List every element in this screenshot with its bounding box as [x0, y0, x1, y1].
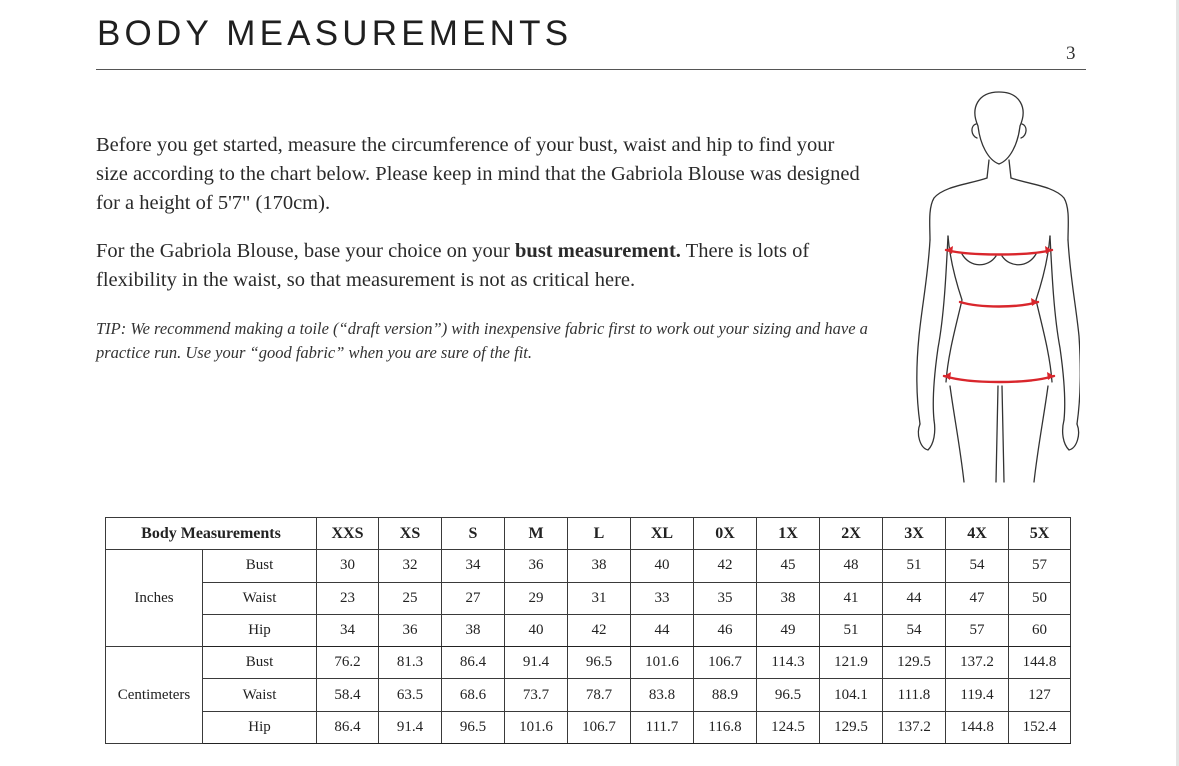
measurement-value: 137.2 [883, 711, 946, 743]
measurement-value: 144.8 [946, 711, 1009, 743]
measurement-row [106, 711, 1071, 743]
measurement-value: 44 [631, 614, 694, 646]
measurement-value: 47 [946, 582, 1009, 614]
measurement-value: 86.4 [317, 711, 379, 743]
measurement-label: Hip [203, 711, 317, 743]
measurement-value: 42 [694, 550, 757, 582]
measurement-value: 58.4 [317, 679, 379, 711]
measurement-value: 42 [568, 614, 631, 646]
size-header: 4X [946, 518, 1009, 550]
measurement-value: 44 [883, 582, 946, 614]
size-header: S [442, 518, 505, 550]
size-chart-table [105, 517, 1071, 744]
measurement-value: 34 [442, 550, 505, 582]
size-header: M [505, 518, 568, 550]
measurement-value: 73.7 [505, 679, 568, 711]
measurement-value: 38 [442, 614, 505, 646]
measurement-value: 101.6 [631, 647, 694, 679]
measurement-value: 144.8 [1009, 647, 1071, 679]
size-header-row [106, 518, 1071, 550]
measurement-value: 101.6 [505, 711, 568, 743]
measurement-value: 106.7 [694, 647, 757, 679]
measurement-value: 35 [694, 582, 757, 614]
measurement-value: 49 [757, 614, 820, 646]
size-header: 5X [1009, 518, 1071, 550]
measurement-row [106, 647, 1071, 679]
measurement-value: 48 [820, 550, 883, 582]
measurement-value: 34 [317, 614, 379, 646]
measurement-value: 57 [946, 614, 1009, 646]
measurement-value: 25 [379, 582, 442, 614]
measurement-value: 33 [631, 582, 694, 614]
measurement-value: 51 [883, 550, 946, 582]
measurement-value: 23 [317, 582, 379, 614]
measurement-value: 31 [568, 582, 631, 614]
page-number: 3 [1066, 43, 1076, 64]
measurement-value: 111.7 [631, 711, 694, 743]
measurement-value: 27 [442, 582, 505, 614]
measurement-value: 46 [694, 614, 757, 646]
size-header: L [568, 518, 631, 550]
measurement-label: Hip [203, 614, 317, 646]
measurement-value: 40 [505, 614, 568, 646]
measurement-row [106, 582, 1071, 614]
measurement-value: 60 [1009, 614, 1071, 646]
measurement-value: 54 [883, 614, 946, 646]
measurement-value: 129.5 [820, 711, 883, 743]
measurement-value: 63.5 [379, 679, 442, 711]
measurement-value: 111.8 [883, 679, 946, 711]
measurement-value: 96.5 [568, 647, 631, 679]
measurement-value: 86.4 [442, 647, 505, 679]
measurement-value: 41 [820, 582, 883, 614]
measurement-value: 104.1 [820, 679, 883, 711]
measurement-value: 116.8 [694, 711, 757, 743]
measurement-value: 36 [379, 614, 442, 646]
measurement-value: 68.6 [442, 679, 505, 711]
bust-guidance-text-end: There is lots of flexibility in the waist, so that measurement is not as critical here. [96, 240, 810, 291]
size-header: 2X [820, 518, 883, 550]
size-header: XXS [317, 518, 379, 550]
measurement-value: 119.4 [946, 679, 1009, 711]
size-header: XL [631, 518, 694, 550]
measurement-value: 96.5 [757, 679, 820, 711]
bust-guidance-emphasis: bust measurement. [515, 240, 681, 262]
table-corner-label: Body Measurements [106, 518, 317, 550]
measurement-label: Waist [203, 582, 317, 614]
measurement-value: 78.7 [568, 679, 631, 711]
measurement-value: 29 [505, 582, 568, 614]
measurement-value: 57 [1009, 550, 1071, 582]
measurement-label: Bust [203, 550, 317, 582]
measurement-label: Bust [203, 647, 317, 679]
measurement-value: 81.3 [379, 647, 442, 679]
size-header: XS [379, 518, 442, 550]
measurement-value: 38 [568, 550, 631, 582]
bust-guidance-text-start: For the Gabriola Blouse, base your choice on your [96, 240, 516, 262]
body-silhouette-icon [910, 86, 1080, 486]
unit-group-label: Centimeters [106, 647, 203, 744]
measurement-value: 114.3 [757, 647, 820, 679]
measurement-value: 127 [1009, 679, 1071, 711]
measurement-value: 40 [631, 550, 694, 582]
measurement-value: 137.2 [946, 647, 1009, 679]
measurement-value: 76.2 [317, 647, 379, 679]
measurement-label: Waist [203, 679, 317, 711]
measurement-value: 106.7 [568, 711, 631, 743]
intro-paragraph: Before you get started, measure the circumference of your bust, waist and hip to find your size according to the chart below. Please keep in mind that the Gabriola Blouse was designed for a height of 5'7" (170cm). [96, 134, 860, 214]
measurement-value: 30 [317, 550, 379, 582]
size-header: 3X [883, 518, 946, 550]
measurement-value: 91.4 [505, 647, 568, 679]
measurement-value: 83.8 [631, 679, 694, 711]
measurement-value: 152.4 [1009, 711, 1071, 743]
measurement-row [106, 679, 1071, 711]
measurement-value: 45 [757, 550, 820, 582]
measurement-value: 51 [820, 614, 883, 646]
measurement-value: 88.9 [694, 679, 757, 711]
page-title: BODY MEASUREMENTS [97, 14, 573, 53]
bust-guidance-paragraph [96, 237, 866, 295]
measurement-value: 54 [946, 550, 1009, 582]
measurement-value: 50 [1009, 582, 1071, 614]
title-divider [96, 69, 1086, 70]
measurement-value: 124.5 [757, 711, 820, 743]
measurement-row [106, 550, 1071, 582]
measurement-value: 38 [757, 582, 820, 614]
tip-note: TIP: We recommend making a toile (“draft version”) with inexpensive fabric first to work out your sizing and have a practice run. Use your “good fabric” when you are sure of the fit. [96, 319, 868, 362]
measurement-value: 36 [505, 550, 568, 582]
size-header: 1X [757, 518, 820, 550]
measurement-value: 32 [379, 550, 442, 582]
measurement-value: 96.5 [442, 711, 505, 743]
size-header: 0X [694, 518, 757, 550]
measurement-row [106, 614, 1071, 646]
measurement-value: 129.5 [883, 647, 946, 679]
unit-group-label: Inches [106, 550, 203, 647]
measurement-value: 121.9 [820, 647, 883, 679]
measurement-value: 91.4 [379, 711, 442, 743]
